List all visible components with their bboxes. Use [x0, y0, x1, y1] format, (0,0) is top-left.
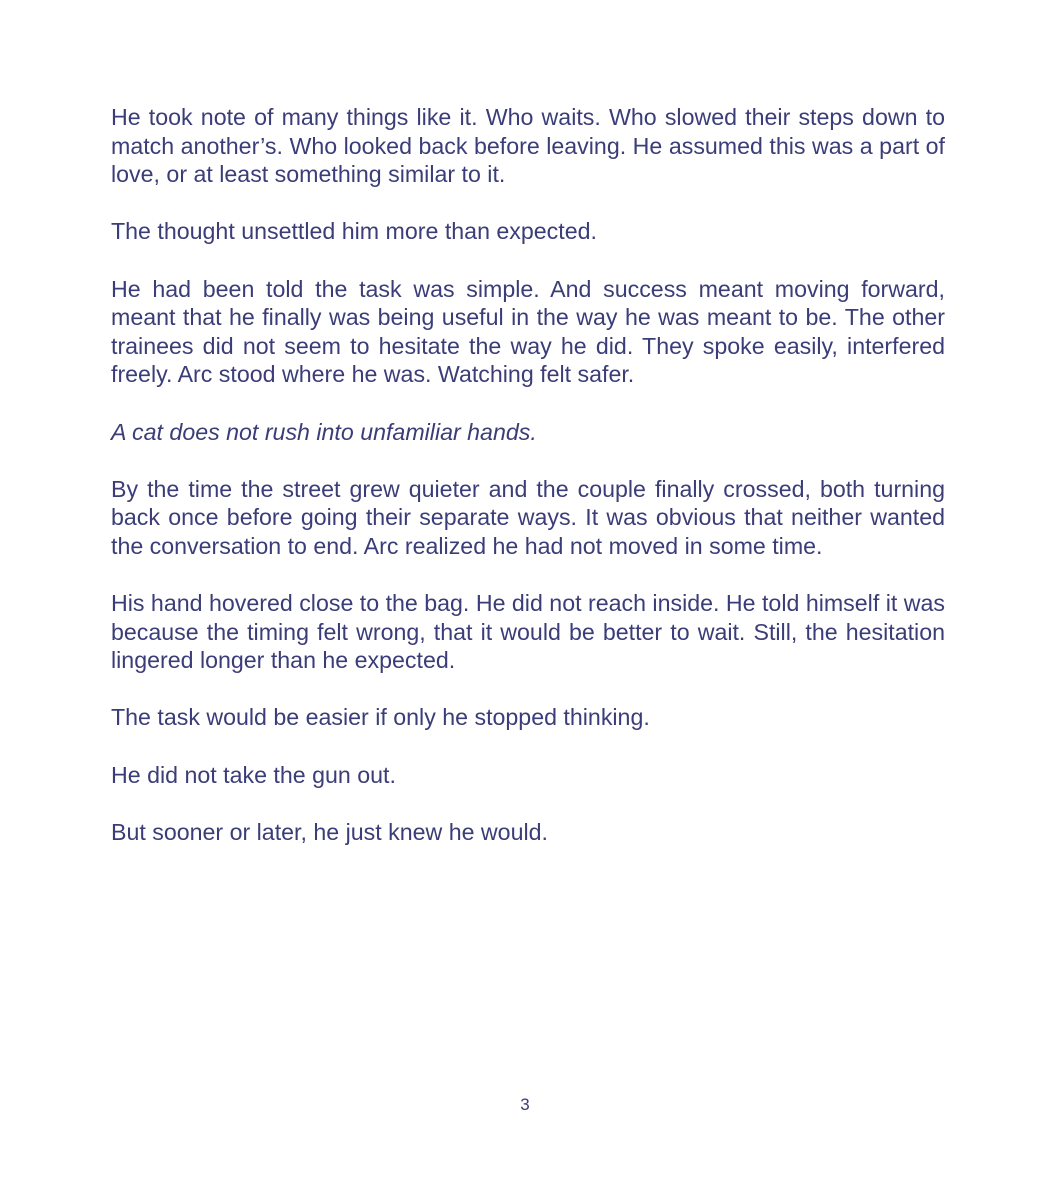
paragraph-3: He had been told the task was simple. And success meant moving forward, meant that he finally was being useful in the way he was meant to be. The other trainees did not seem to hesitate the way he did. They spoke easily, interfered freely. Arc stood where he was. Watching felt safer.: [111, 275, 945, 388]
paragraph-9: But sooner or later, he just knew he would.: [111, 818, 548, 845]
paragraph-4-italic: A cat does not rush into unfamiliar hands.: [111, 418, 537, 445]
document-body: [111, 103, 945, 875]
paragraph-6: His hand hovered close to the bag. He did not reach inside. He told himself it was because the timing felt wrong, that it would be better to wait. Still, the hesitation lingered longer than he expected.: [111, 590, 945, 674]
paragraph-7: The task would be easier if only he stopped thinking.: [111, 704, 650, 731]
paragraph-8: He did not take the gun out.: [111, 761, 396, 788]
paragraph-5: By the time the street grew quieter and the couple finally crossed, both turning back once before going their separate ways. It was obvious that neither wanted the conversation to end. Arc realized he had not moved in some time.: [111, 475, 945, 559]
paragraph-1: He took note of many things like it. Who waits. Who slowed their steps down to match another’s. Who looked back before leaving. He assumed this was a part of love, or at least something similar to it.: [111, 104, 945, 188]
paragraph-2: The thought unsettled him more than expected.: [111, 218, 597, 245]
page-number: 3: [520, 1095, 530, 1114]
